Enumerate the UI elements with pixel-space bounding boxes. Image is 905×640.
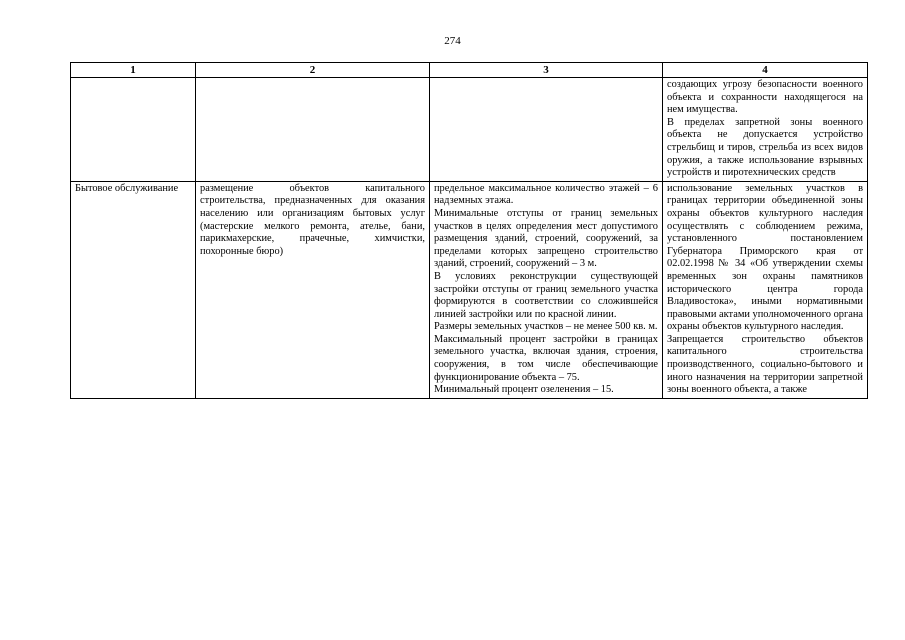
- row1-col4-paragraph: создающих угрозу безопасности военного объекта и сохранности находящегося на нем имущества.: [667, 79, 863, 116]
- row1-col2: [196, 78, 430, 182]
- table-row: [71, 181, 868, 398]
- row2-col3-paragraph: Размеры земельных участков – не менее 500 кв. м.: [434, 321, 658, 333]
- page-number: 274: [444, 35, 461, 47]
- use-type-name: Бытовое обслуживание: [75, 182, 179, 194]
- table-row: [71, 78, 868, 182]
- row2-col3-paragraph: Минимальный процент озеленения – 15.: [434, 384, 614, 396]
- row2-col4-paragraph: использование земельных участков в границах территории объединенной зоны охраны объектов культурного наследия осуществлять с соблюдением режима, установленного постановлением Губернатора Приморского края от 02.02.1998 № 34 «Об утверждении схемы временных зон охраны памятников исторического центра города Владивостока», иными нормативными правовыми актами уполномоченного органа охраны объектов культурного наследия.: [667, 182, 864, 333]
- row1-col4-paragraph: В пределах запретной зоны военного объекта не допускается устройство стрельбищ и тиров, стрельба из всех видов оружия, а также использование взрывных устройств и пиротехнических средств: [667, 116, 863, 179]
- column-header-4: 4: [663, 63, 868, 78]
- row1-col3: [430, 78, 663, 182]
- row2-col4-paragraph: Запрещается строительство объектов капитального строительства производственного, социально-бытового и иного назначения на территории запретной зоны военного объекта, а также: [667, 333, 863, 396]
- row2-col3-paragraph: Максимальный процент застройки в границах земельного участка, включая здания, строения, сооружения, в том числе обеспечивающие функционирование объекта – 75.: [434, 333, 658, 383]
- row2-col3: [430, 181, 663, 398]
- column-header-3: 3: [430, 63, 663, 78]
- row1-col4: [663, 78, 868, 182]
- column-header-2: 2: [196, 63, 430, 78]
- row2-col4: [663, 181, 868, 398]
- column-header-1: 1: [71, 63, 196, 78]
- row1-col1: [71, 78, 196, 182]
- row2-col3-paragraph: Минимальные отступы от границ земельных участков в целях определения мест допустимого размещения зданий, строений, сооружений, за пределами которых запрещено строительство зданий, строений, сооружений – 3 м.: [434, 207, 658, 270]
- row2-col3-paragraph: В условиях реконструкции существующей застройки отступы от границ земельного участка формируются в соответствии со сложившейся линией застройки или по красной линии.: [434, 270, 658, 320]
- row2-col1: [71, 181, 196, 398]
- row2-col3-paragraph: предельное максимальное количество этажей – 6 надземных этажа.: [434, 182, 658, 207]
- table-header-row: [71, 63, 868, 78]
- row2-col2: [196, 181, 430, 398]
- regulations-table: [70, 62, 868, 399]
- use-type-description: размещение объектов капитального строительства, предназначенных для оказания населению или организациям бытовых услуг (мастерские мелкого ремонта, ателье, бани, парикмахерские, прачечные, химчистки, похоронные бюро): [200, 182, 425, 257]
